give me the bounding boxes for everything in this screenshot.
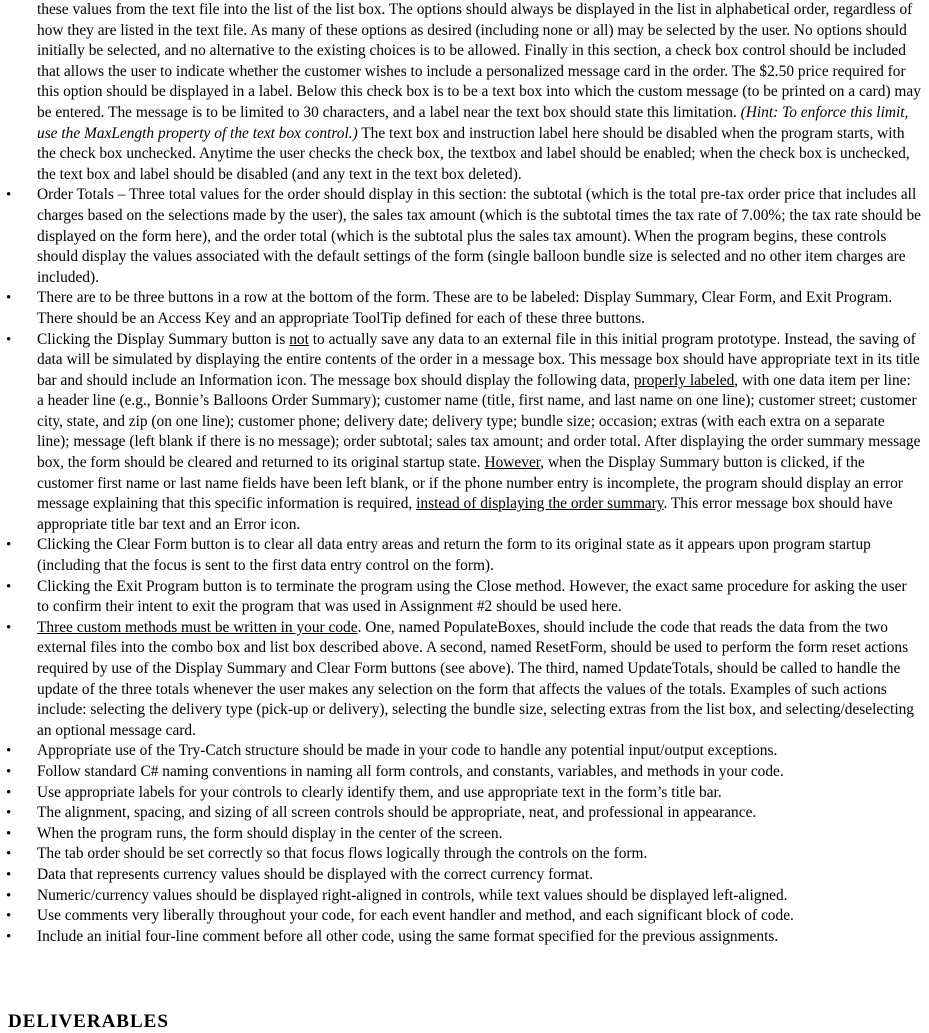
list-item-numeric-align: • Numeric/currency values should be displayed right-aligned in controls, while text values should be displayed left-aligned. [37,886,921,907]
list-item-header-comment: • Include an initial four-line comment before all other code, using the same format specified for the previous assignments. [37,927,921,948]
list-item-clear-form: • Clicking the Clear Form button is to clear all data entry areas and return the form to its original state as it appears upon program startup (including that the focus is sent to the first data entry control on the form). [37,535,921,576]
list-item-alignment: • The alignment, spacing, and sizing of all screen controls should be appropriate, neat, and professional in appearance. [37,803,921,824]
continuation-paragraph [37,0,921,185]
list-item-tab-order: • The tab order should be set correctly so that focus flows logically through the controls on the form. [37,844,921,865]
list-item-center: • When the program runs, the form should display in the center of the screen. [37,824,921,845]
paragraph-text: The text box and instruction label here should be disabled when the program starts, with the check box unchecked. Anytime the user checks the check box, the textbox and label should be enabled; when the check box is unchecked, the text box and label should be disabled (and any text in the text box deleted). [37,124,910,183]
list-item-comments: • Use comments very liberally throughout your code, for each event handler and method, and each significant block of code. [37,906,921,927]
list-item-try-catch: • Appropriate use of the Try-Catch structure should be made in your code to handle any potential input/output exceptions. [37,741,921,762]
list-item-labels: • Use appropriate labels for your controls to clearly identify them, and use appropriate text in the form’s title bar. [37,783,921,804]
requirements-list [0,185,929,947]
paragraph-text: these values from the text file into the list of the list box. The options should always be displayed in the list in alphabetical order, regardless of how they are listed in the text file. As many of these options as desired (including none or all) may be selected by the user. No options should initially be selected, and no alternative to the existing choices is to be allowed. Finally in this section, a check box control should be included that allows the user to indicate whether the customer wishes to include a personalized message card in the order. The $2.50 price required for this option should be displayed in a label. Below this check box is to be a text box into which the custom message (to be printed on a card) may be entered. The message is to be limited to 30 characters, and a label near the text box should state this limitation. [37,1,921,121]
hint-text: (Hint: To enforce this limit, use the MaxLength property of the text box control.) [37,103,909,142]
list-item-currency: • Data that represents currency values should be displayed with the correct currency format. [37,865,921,886]
list-item-custom-methods: • Three custom methods must be written in your code. One, named PopulateBoxes, should include the code that reads the data from the two external files into the combo box and list box described above. A second, named ResetForm, should be used to perform the form reset actions required by use of the Display Summary and Clear Form buttons (see above). The third, named UpdateTotals, should be called to handle the update of the three totals whenever the user makes any selection on the form that affects the values of the totals. Examples of such actions include: selecting the delivery type (pick-up or delivery), selecting the bundle size, selecting extras from the list box, and selecting/deselecting an optional message card. [37,618,921,742]
list-item-order-totals: • Order Totals – Three total values for the order should display in this section: the subtotal (which is the total pre-tax order price that includes all charges based on the selections made by the user), the sales tax amount (which is the subtotal times the tax rate of 7.00%; the tax rate should be displayed on the form here), and the order total (which is the subtotal plus the sales tax amount). When the program begins, these controls should display the values associated with the default settings of the form (single balloon bundle size is selected and no other item charges are included). [37,185,921,288]
list-item-naming: • Follow standard C# naming conventions in naming all form controls, and constants, variables, and methods in your code. [37,762,921,783]
list-item-display-summary: • Clicking the Display Summary button is not to actually save any data to an external file in this initial program prototype. Instead, the saving of data will be simulated by displaying the entire contents of the order in a message box. This message box should have appropriate text in its title bar and should include an Information icon. The message box should display the following data, properly labeled, with one data item per line: a header line (e.g., Bonnie’s Balloons Order Summary); customer name (title, first name, and last name on one line); customer street; customer city, state, and zip (on one line); customer phone; delivery date; delivery type; bundle size; occasion; extras (with each extra on a separate line); message (left blank if there is no message); order subtotal; sales tax amount; and order total. After displaying the order summary message box, the form should be cleared and returned to its original startup state. However, when the Display Summary button is clicked, if the customer first name or last name fields have been left blank, or if the phone number entry is incomplete, the program should display an error message explaining that this specific information is required, instead of displaying the order summary. This error message box should have appropriate title bar text and an Error icon. [37,330,921,536]
list-item-three-buttons: • There are to be three buttons in a row at the bottom of the form. These are to be labeled: Display Summary, Clear Form, and Exit Program. There should be an Access Key and an appropriate ToolTip defined for each of these three buttons. [37,288,921,329]
section-heading: DELIVERABLES [8,1011,169,1032]
list-item-exit-program: • Clicking the Exit Program button is to terminate the program using the Close method. However, the exact same procedure for asking the user to confirm their intent to exit the program that was used in Assignment #2 should be used here. [37,577,921,618]
